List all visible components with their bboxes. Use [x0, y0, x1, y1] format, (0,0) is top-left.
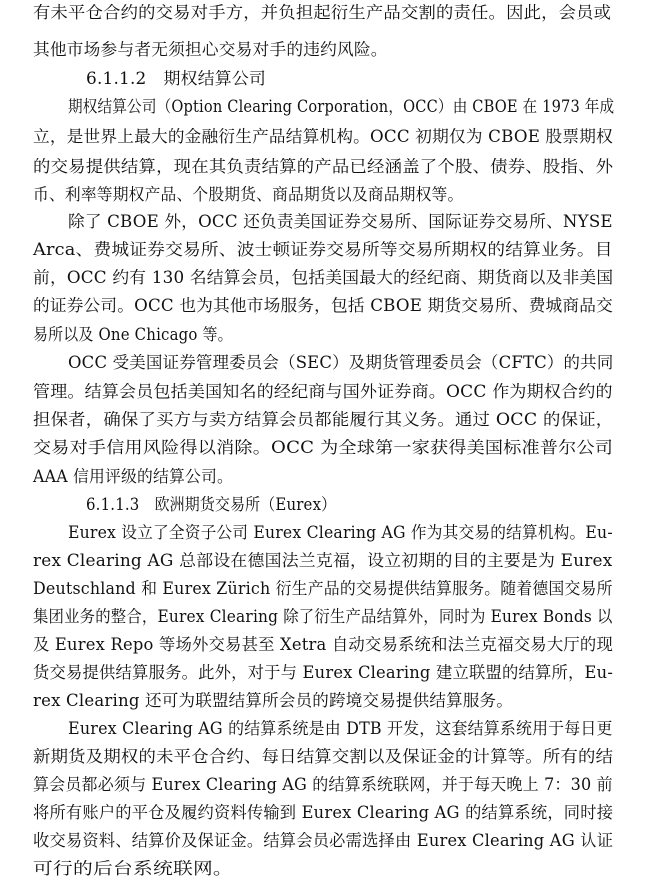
text-line: 立，是世界上最大的金融衍生产品结算机构。OCC 初期仅为 CBOE 股票期权	[33, 127, 613, 146]
text-line: 的交易提供结算，现在其负责结算的产品已经涵盖了个股、债券、股指、外	[33, 157, 614, 176]
text-line: 将所有账户的平仓及履约资料传输到 Eurex Clearing AG 的结算系统，同时接	[33, 803, 614, 822]
text-line: 算会员都必须与 Eurex Clearing AG 的结算系统联网，并于每天晚上 7：30 前	[33, 775, 613, 794]
text-line: 可行的后台系统联网。	[33, 859, 233, 878]
text-line: 集团业务的整合，Eurex Clearing 除了衍生产品结算外，同时为 Eurex Bonds 以	[33, 607, 613, 626]
text-line: rex Clearing 还可为联盟结算所会员的跨境交易提供结算服务。	[33, 691, 513, 710]
text-line: Deutschland 和 Eurex Zürich 衍生产品的交易提供结算服务。随着德国交易所	[33, 579, 613, 598]
text-line: Eurex 设立了全资子公司 Eurex Clearing AG 作为其交易的结算机构。Eu-	[68, 523, 613, 542]
text-line: 有未平仓合约的交易对手方，并负担起衍生产品交割的责任。因此，会员或	[33, 3, 612, 22]
text-line: 前，OCC 约有 130 名结算会员，包括美国最大的经纪商、期货商以及非美国	[33, 268, 614, 287]
text-line: 管理。结算会员包括美国知名的经纪商与国外证券商。OCC 作为期权合约的	[33, 382, 613, 401]
section-heading: 6.1.1.2 期权结算公司	[86, 69, 267, 88]
text-line: Eurex Clearing AG 的结算系统是由 DTB 开发，这套结算系统用于每日更	[68, 719, 613, 738]
text-line: OCC 受美国证券管理委员会（SEC）及期货管理委员会（CFTC）的共同	[68, 353, 614, 372]
text-line: 的证券公司。OCC 也为其他市场服务，包括 CBOE 期货交易所、费城商品交	[33, 296, 613, 315]
text-line: 货交易提供结算服务。此外，对于与 Eurex Clearing 建立联盟的结算所，Eu-	[33, 663, 614, 682]
text-line: 其他市场参与者无须担心交易对手的违约风险。	[33, 40, 388, 59]
section-heading: 6.1.1.3 欧洲期货交易所（Eurex）	[86, 495, 337, 514]
text-line: 及 Eurex Repo 等场外交易甚至 Xetra 自动交易系统和法兰克福交易大厅的现	[33, 635, 613, 654]
text-line: 收交易资料、结算价及保证金。结算会员必需选择由 Eurex Clearing AG 认证	[33, 831, 614, 850]
text-line: AAA 信用评级的结算公司。	[33, 467, 233, 486]
text-line: Arca、费城证券交易所、波士顿证券交易所等交易所期权的结算业务。目	[33, 240, 613, 259]
text-line: rex Clearing AG 总部设在德国法兰克福，设立初期的目的主要是为 Eurex	[33, 551, 613, 570]
text-line: 易所以及 One Chicago 等。	[33, 325, 233, 344]
text-line: 期权结算公司（Option Clearing Corporation，OCC）由 CBOE 在 1973 年成	[68, 97, 615, 116]
text-line: 除了 CBOE 外，OCC 还负责美国证券交易所、国际证券交易所、NYSE	[68, 212, 613, 231]
text-line: 币、利率等期权产品、个股期货、商品期货以及商品期权等。	[33, 185, 464, 204]
text-line: 新期货及期权的未平仓合约、每日结算交割以及保证金的计算等。所有的结	[33, 747, 614, 766]
text-line: 担保者，确保了买方与卖方结算会员都能履行其义务。通过 OCC 的保证，	[33, 410, 614, 429]
text-line: 交易对手信用风险得以消除。OCC 为全球第一家获得美国标准普尔公司	[33, 438, 614, 457]
